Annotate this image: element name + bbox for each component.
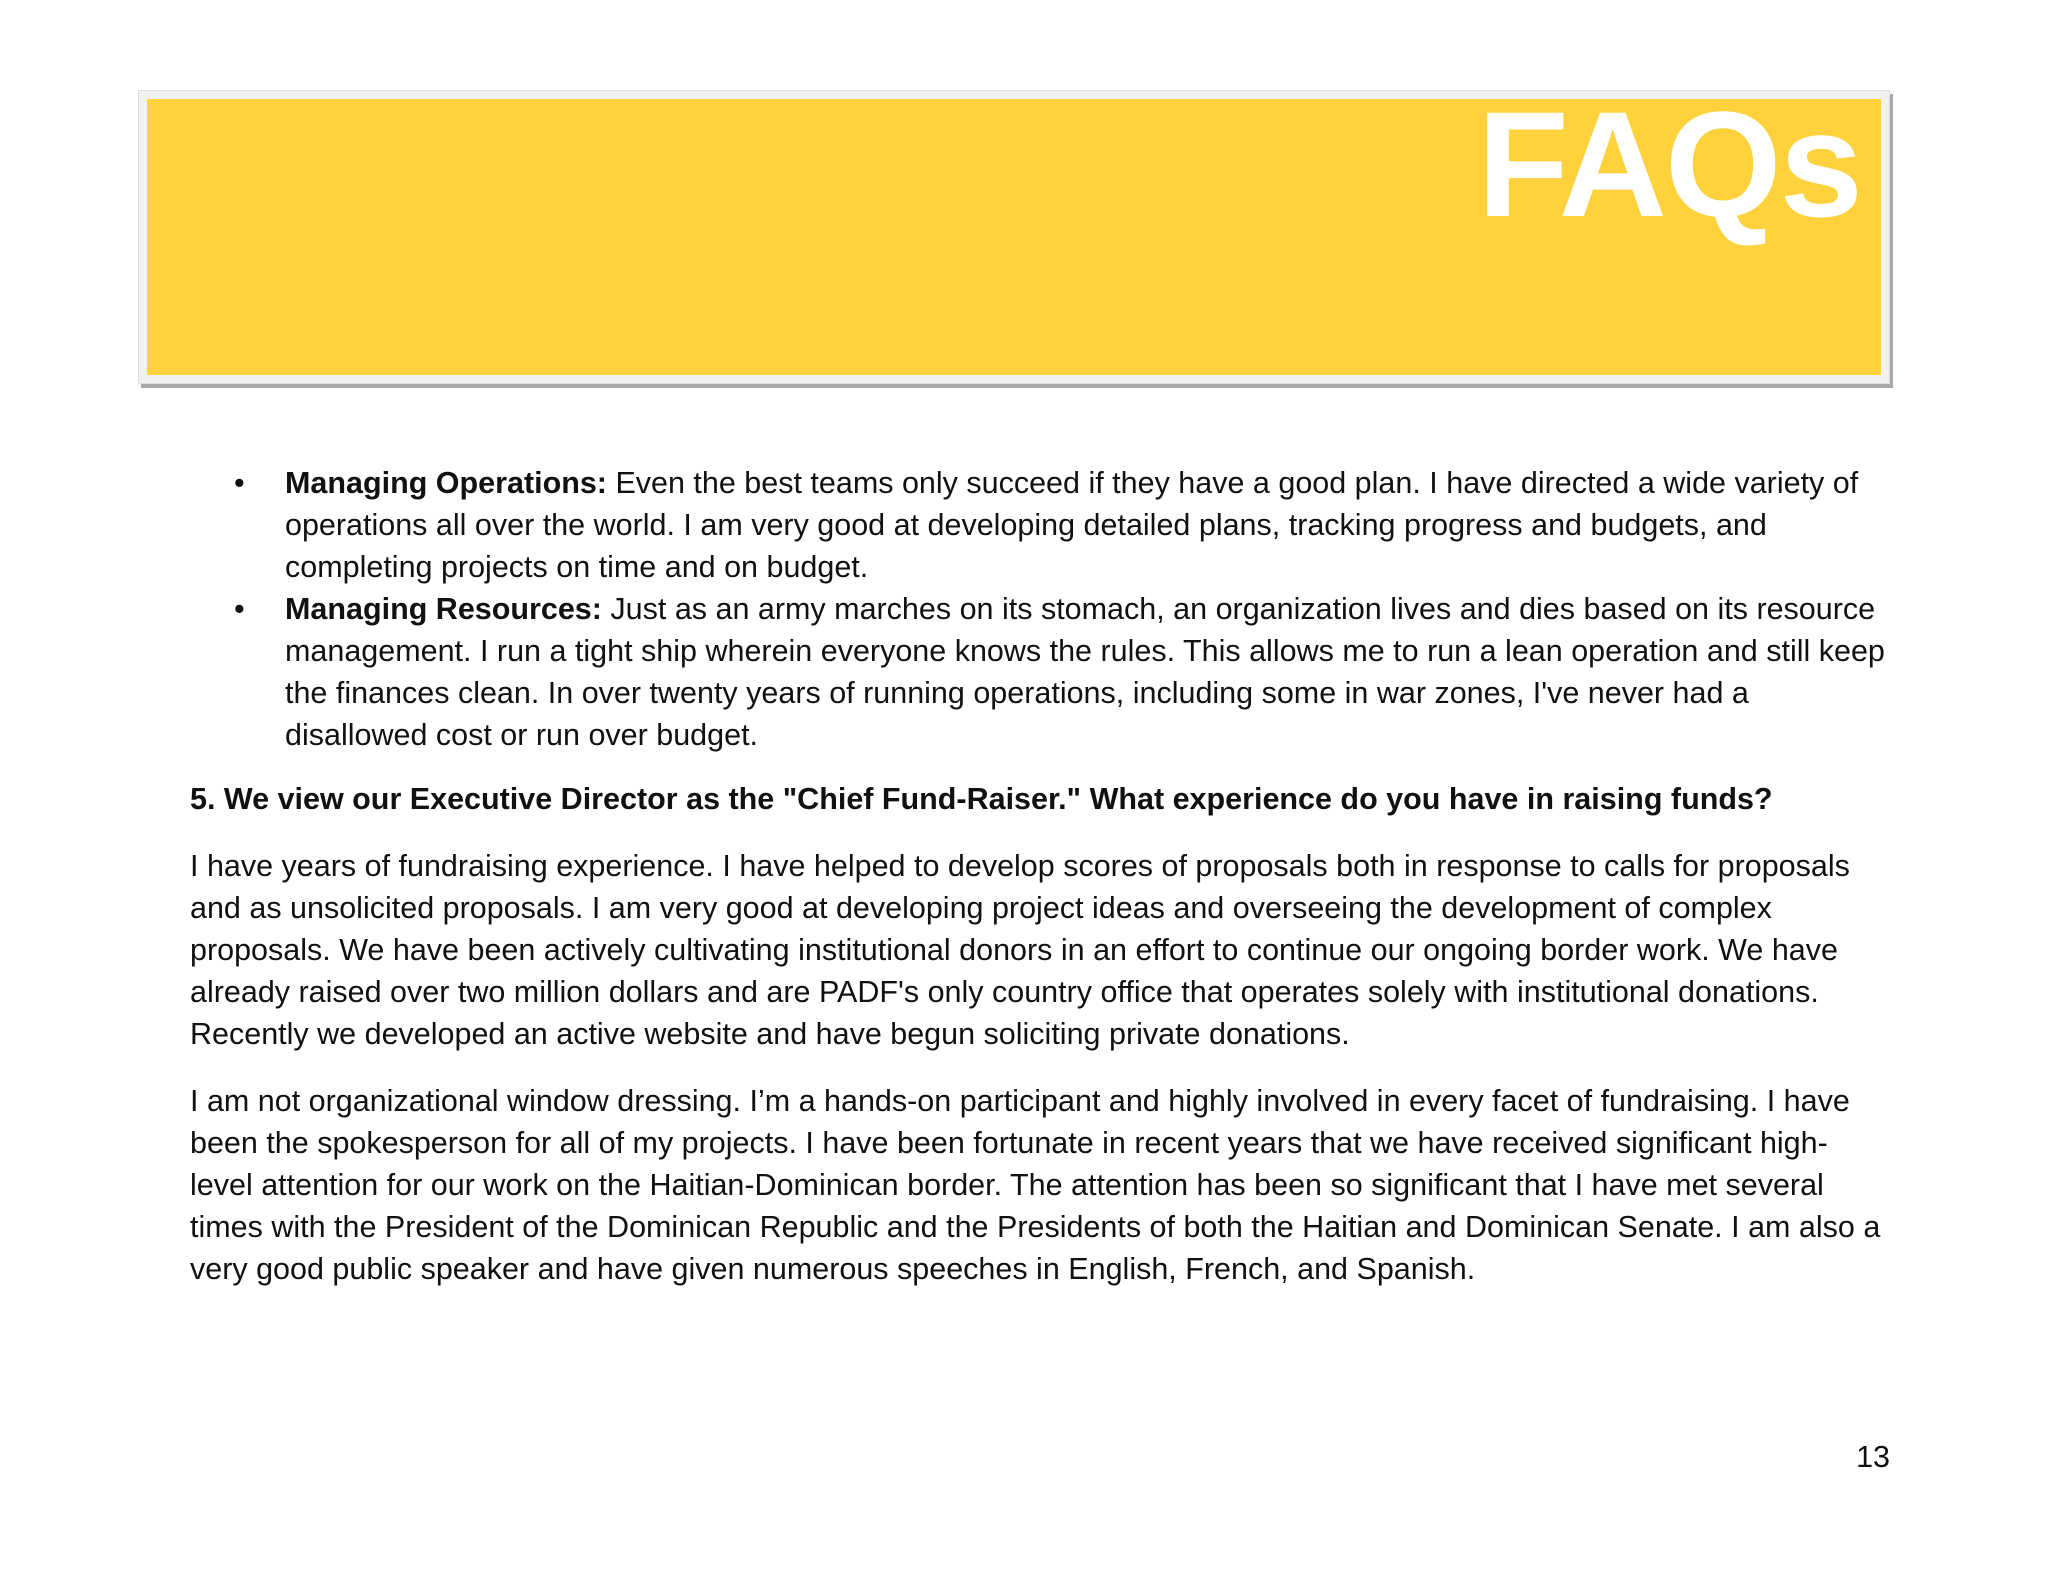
bullet-text: Just as an army marches on its stomach, an organization lives and dies based on its resource management. I run a tight ship wherein everyone knows the rules. This allows me to run a lean operation and still keep the finances clean. In over twenty years of running operations, including some in war zones, I've never had a disallowed cost or run over budget. — [285, 592, 1885, 752]
page-number: 13 — [1856, 1440, 1890, 1474]
answer-paragraph: I am not organizational window dressing. I’m a hands-on participant and highly involved in every facet of fundraising. I have been the spokesperson for all of my projects. I have been fortunate in recent years that we have received significant high-level attention for our work on the Haitian-Dominican border. The attention has been so significant that I have met several times with the President of the Dominican Republic and the Presidents of both the Haitian and Dominican Senate. I am also a very good public speaker and have given numerous speeches in English, French, and Spanish. — [190, 1084, 1881, 1286]
bullet-list — [190, 462, 1890, 756]
faq-question: 5. We view our Executive Director as the "Chief Fund-Raiser." What experience do you have in raising funds? — [190, 782, 1773, 816]
page-title: FAQs — [1477, 80, 1861, 248]
bullet-term: Managing Resources: — [285, 592, 602, 626]
bullet-text: Even the best teams only succeed if they have a good plan. I have directed a wide variety of operations all over the world. I am very good at developing detailed plans, tracking progress and budgets, and completing projects on time and on budget. — [285, 466, 1859, 584]
bullet-dot-icon: • — [234, 592, 245, 626]
bullet-term: Managing Operations: — [285, 466, 607, 500]
bullet-dot-icon: • — [234, 466, 245, 500]
bullet-item — [190, 462, 1890, 588]
document-body — [190, 462, 1890, 1290]
bullet-item — [190, 588, 1890, 756]
answer-paragraph: I have years of fundraising experience. I have helped to develop scores of proposals both in response to calls for proposals and as unsolicited proposals. I am very good at developing project ideas and overseeing the development of complex proposals. We have been actively cultivating institutional donors in an effort to continue our ongoing border work. We have already raised over two million dollars and are PADF's only country office that operates solely with institutional donations. Recently we developed an active website and have begun soliciting private donations. — [190, 849, 1850, 1051]
header-banner — [147, 80, 1881, 375]
header-banner-frame — [138, 80, 1890, 384]
